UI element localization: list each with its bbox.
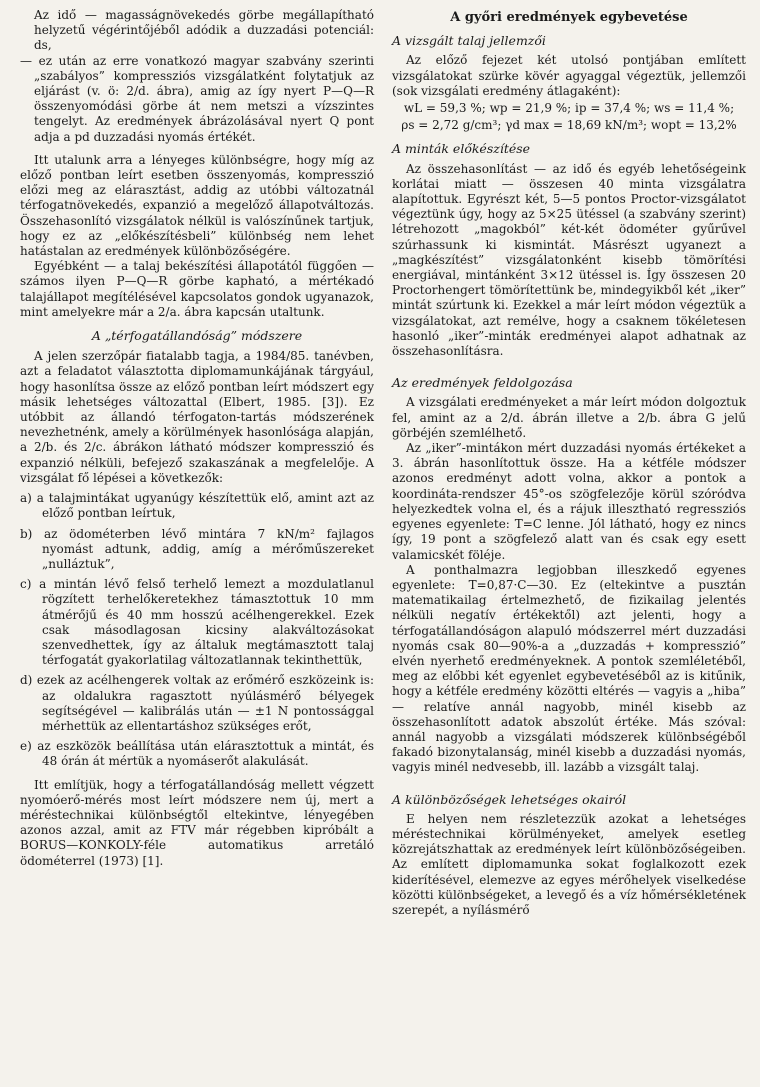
paragraph: Az „iker”-mintákon mért duzzadási nyomás értékeket a 3. ábrán hasonlítottuk össze. Ha a kétféle módszer azonos eredményt adott volna, akkor a pontok a koordináta-rendszer 45°-os szögfelezője körül szóródva helyezkedtek volna el, és a rájuk illesztható regressziós egyenes egyenlete: T=C lenne. Jól látható, hogy ez nincs így, 19 pont a szögfelező alatt van és csak egy esett valamicskét föléje.	[392, 441, 746, 562]
formula-line: ρs = 2,72 g/cm³; γd max = 18,69 kN/m³; wopt = 13,2%	[401, 118, 737, 133]
list-item: b) az ödométerben lévő mintára 7 kN/m² fajlagos nyomást adtunk, addig, amíg a mérőműszereket „nulláztuk”,	[20, 526, 374, 571]
right-column	[392, 8, 746, 918]
section-heading: A „térfogatállandóság” módszere	[91, 328, 303, 344]
dash-paragraph: Az idő — magasságnövekedés görbe megállapítható helyzetű végérintőjéből adódik a duzzadási potenciál: ds,	[34, 8, 374, 53]
paragraph: Itt említjük, hogy a térfogatállandóság mellett végzett nyomóerő-mérés most leírt módszere nem új, mert a méréstechnikai különbségtől eltekintve, lényegében azonos azzal, amit az FTV már régebben kipróbált a BORUS—KONKOLY-féle automatikus arretáló ödométerrel (1973) [1].	[20, 777, 374, 868]
subsection-heading: A minták előkészítése	[392, 141, 531, 157]
list-item: c) a mintán lévő felső terhelő lemezt a mozdulatlanul rögzített terhelőkeretekhez támasztottuk 10 mm átmérőjű és 40 mm hosszú acélhengerekkel. Ezek csak másodlagosan kicsiny alakváltozásokat szenvedhettek, így az általuk megtámasztott talaj térfogatát gyakorlatilag változatlannak tekinthettük,	[20, 577, 374, 668]
spacer	[20, 145, 374, 153]
subsection-heading: A vizsgált talaj jellemzői	[392, 33, 546, 49]
paragraph: Az összehasonlítást — az idő és egyéb lehetőségeink korlátai miatt — összesen 40 minta vizsgálatra alapítottuk. Egyrészt két, 5—5 pontos Proctor-vizsgálatot végeztünk úgy, hogy az 5×25 ütéssel (a szabvány szerint) létrehozott „magokból” két-két ödométer gyűrűvel szúrhassunk ki kismintát. Másrészt ugyanezt a „magkészítést” vizsgálatonként kisebb tömörítési energiával, mintánként 3×12 ütéssel is. Így összesen 20 Proctorhengert tömörítettünk be, mindegyikből két „iker” mintát szúrtunk ki. Ezekkel a már leírt módon végeztük a vizsgálatokat, azt remélve, hogy a csaknem tökéletesen hasonló „iker”-minták eredményei alapot adhatnak az összehasonlításra.	[392, 161, 746, 359]
paragraph: E helyen nem részletezzük azokat a lehetséges méréstechnikai körülményeket, amelyek esetleg közrejátszhattak az eredmények leírt különbözőségeiben. Az említett diplomamunka sokat foglalkozott ezek kiderítésével, elemezve az egyes mérőhelyek viselkedése közötti különbségeket, a levegő és a víz hőmérsékletének szerepét, a nyílásmérő	[392, 811, 746, 917]
paragraph: A jelen szerzőpár fiatalabb tagja, a 1984/85. tanévben, azt a feladatot választotta diplomamunkájának tárgyául, hogy hasonlítsa össze az előző pontban leírt módszert egy másik lehetséges változattal (Elbert, 1985. [3]). Ez utóbbit az állandó térfogaton-tartás módszerének nevezhetnénk, amely a körülmények hasonlósága alapján, a 2/b. és 2/c. ábrákon látható módszer kompresszió és expanzió nélküli, befejező szakaszának a megfelelője. A vizsgálat fő lépései a következők:	[20, 349, 374, 485]
spacer	[20, 770, 374, 778]
paragraph: Itt utalunk arra a lényeges különbségre, hogy míg az előző pontban leírt esetben összenyomás, kompresszió előzi meg az elárasztást, addig az utóbbi változatnál térfogatnövekedés, expanzió a megelőző állapotváltozás. Összehasonlító vizsgálatok nélkül is valószínűnek tartjuk, hogy ez az „előkészítésbeli” különbség nem lehet hatástalan az eredmények különbözőségére.	[20, 152, 374, 259]
paragraph: Egyébként — a talaj bekészítési állapotától függően — számos ilyen P—Q—R görbe kapható, a mértékadó talajállapot megítélésével kapcsolatos gondok ugyanazok, mint amelyekre már a 2/a. ábra kapcsán utaltunk.	[20, 259, 374, 319]
list-item: d) ezek az acélhengerek voltak az erőmérő eszközeink is: az oldalukra ragasztott nyúlásmérő bélyegek segítségével — kalibrálás után — ±1 N pontossággal mérhettük az ellentartáshoz szükséges erőt,	[20, 673, 374, 733]
list-item: a) a talajmintákat ugyanúgy készítettük elő, amint azt az előző pontban leírtuk,	[20, 491, 374, 521]
spacer	[392, 359, 746, 367]
subsection-heading: Az eredmények feldolgozása	[392, 375, 573, 391]
subsection-heading: A különbözőségek lehetséges okairól	[392, 791, 627, 807]
list-item: e) az eszközök beállítása után elárasztottuk a mintát, és 48 órán át mértük a nyomáserőt alakulását.	[20, 739, 374, 769]
formula-line: wL = 59,3 %; wp = 21,9 %; ip = 37,4 %; ws = 11,4 %;	[403, 101, 735, 116]
paragraph: A ponthalmazra legjobban illeszkedő egyenes egyenlete: T=0,87·C—30. Ez (eltekintve a pusztán matematikailag értelmezhető, de fizikailag jelentés nélküli negatív értékektől) azt jelenti, hogy a térfogatállandóságon alapuló módszerrel mért duzzadási nyomás csak 80—90%-a a „duzzadás + kompresszió” elvén nyerhető eredményeknek. A pontok szemléletéből, meg az előbbi két egyenlet egybevetéséből az is kitűnik, hogy a kétféle eredmény közötti eltérés — vagyis a „hiba” — relatíve annál nagyobb, minél kisebb az összehasonlított adatok abszolút értéke. Más szóval: annál nagyobb a vizsgálati módszerek különbségéből fakadó bizonytalanság, minél kisebb a duzzadási nyomás, vagyis minél nedvesebb, ill. lazább a vizsgált talaj.	[392, 562, 746, 775]
paragraph: Az előző fejezet két utolsó pontjában említett vizsgálatokat szürke kövér agyaggal végeztük, jellemzői (sok vizsgálati eredmény átlagaként):	[392, 53, 746, 98]
section-title: A győri eredmények egybevetése	[450, 10, 688, 25]
spacer	[392, 776, 746, 784]
left-column	[20, 8, 374, 869]
dash-paragraph: — ez után az erre vonatkozó magyar szabvány szerinti „szabályos” kompressziós vizsgálatként folytatjuk az eljárást (v. ö: 2/d. ábra), amig az így nyert P—Q—R összenyomódási görbe át nem metszi a vízszintes tengelyt. Az eredmények ábrázolásával nyert Q pont adja a pd duzzadási nyomás értékét.	[20, 53, 374, 144]
paragraph: A vizsgálati eredményeket a már leírt módon dolgoztuk fel, amint az a 2/d. ábrán illetve a 2/b. ábra G jelű görbéjén szemlélhető.	[392, 395, 746, 440]
